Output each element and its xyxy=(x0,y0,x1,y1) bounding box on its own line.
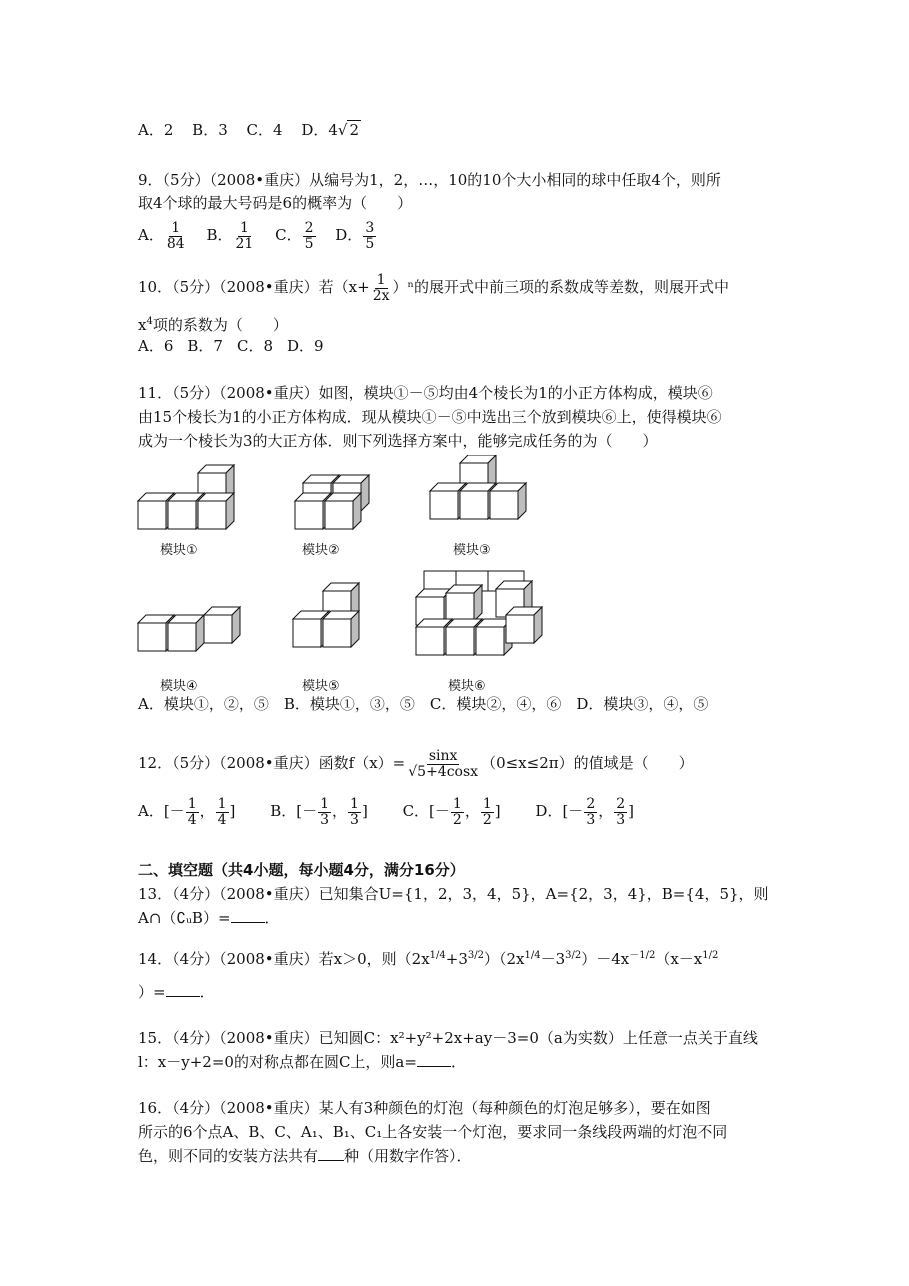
module-2 xyxy=(295,475,369,529)
q11-line1: 11．（5分）（2008•重庆）如图，模块①－⑤均由4个棱长为1的小正方体构成，模块⑥ xyxy=(138,384,713,402)
q8-option-d: D．4√ 2 xyxy=(301,121,360,139)
caption-module-4: 模块④ xyxy=(160,679,198,694)
q9-option-c: C． $\frac{2}{5}$ xyxy=(275,219,314,252)
section-heading: 二、填空题（共4小题，每小题4分，满分16分） xyxy=(138,861,465,879)
caption-module-1: 模块① xyxy=(160,543,198,558)
q10-line1: 10．（5分）（2008•重庆）若（x+ $\frac{1}{2x}$ ）ⁿ的展开式中前三项的系数成等差数，则展开式中 xyxy=(138,271,729,304)
q9-option-a: A． $\frac{1}{84}$ xyxy=(138,219,185,252)
q16-line2: 所示的6个点A、B、C、A₁、B₁、C₁上各安装一个灯泡，要求同一条线段两端的灯泡不同 xyxy=(138,1123,728,1141)
q9-line2: 取4个球的最大号码是6的概率为（ ） xyxy=(138,194,413,212)
q14-line2: ）= ． xyxy=(138,983,215,1001)
q16-blank xyxy=(318,1146,344,1161)
q14-blank xyxy=(166,982,200,997)
q12-options xyxy=(138,793,648,829)
caption-module-3: 模块③ xyxy=(453,543,491,558)
q11-options: A．模块①，②，⑤ B．模块①，③，⑤ C．模块②，④，⑥ D．模块③，④，⑤ xyxy=(138,695,709,713)
q8-options xyxy=(138,120,361,140)
module-1 xyxy=(138,465,234,529)
q8-sqrt-value: 2 xyxy=(349,121,360,139)
q11-line2: 由15个棱长为1的小正方体构成．现从模块①－⑤中选出三个放到模块⑥上，使得模块⑥ xyxy=(138,408,722,426)
module-6 xyxy=(416,571,542,655)
q13-line2: A∩（∁ᵤB）= ． xyxy=(138,909,280,927)
q12-option-c: C．[－ $\frac{1}{2}$ ， $\frac{1}{2}$ ] xyxy=(402,795,501,828)
module-3 xyxy=(430,455,526,519)
q9-option-d: D． $\frac{3}{5}$ xyxy=(335,219,375,252)
q8-option-b: B．3 xyxy=(192,121,228,139)
q15-blank xyxy=(417,1052,451,1067)
q12-option-d: D．[－ $\frac{2}{3}$ ， $\frac{2}{3}$ ] xyxy=(535,795,635,828)
q12-option-a: A．[－ $\frac{1}{4}$ ， $\frac{1}{4}$ ] xyxy=(138,795,236,828)
q11-line3: 成为一个棱长为3的大正方体．则下列选择方案中，能够完成任务的为（ ） xyxy=(138,432,658,450)
q12-fraction: $\frac{\sin x}{√5+4\cos x}$ xyxy=(408,747,479,780)
q16-line3: 色，则不同的安装方法共有 种（用数字作答）． xyxy=(138,1147,472,1165)
q10-fraction: $\frac{1}{2x}$ xyxy=(372,271,390,304)
q9-option-b: B． $\frac{1}{21}$ xyxy=(206,219,254,252)
caption-module-2: 模块② xyxy=(302,543,340,558)
q9-options xyxy=(138,218,391,252)
q13-line1: 13．（4分）（2008•重庆）已知集合U={1，2，3，4，5}，A={2，3，4}，B={4，5}，则 xyxy=(138,885,769,903)
q10-line2: $x^4$项的系数为（ ） xyxy=(138,316,288,334)
q15-line1: 15．（4分）（2008•重庆）已知圆C：x²+y²+2x+ay－3=0（a为实数）上任意一点关于直线 xyxy=(138,1029,758,1047)
module-4 xyxy=(138,607,240,651)
q13-blank xyxy=(231,908,265,923)
q9-line1: 9．（5分）（2008•重庆）从编号为1，2，…，10的10个大小相同的球中任取4个，则所 xyxy=(138,171,721,189)
q14-line1: 14．（4分）（2008•重庆）若x＞0，则$(2x^{1/4}+3^{3/2})(2x^{1/4}-3^{3/2})-4x^{-1/2}(x-x^{1/2}$ xyxy=(138,950,719,968)
q15-line2: l：x－y+2=0的对称点都在圆C上，则a= ． xyxy=(138,1053,466,1071)
q10-options: A．6 B．7 C．8 D．9 xyxy=(138,337,324,355)
q8-option-c: C．4 xyxy=(246,121,283,139)
module-5 xyxy=(293,583,359,647)
caption-module-6: 模块⑥ xyxy=(448,679,486,694)
cube-figure xyxy=(130,455,550,700)
q12-line1: 12．（5分）（2008•重庆）函数f（x）= $\frac{\sin x}{√5+4\cos x}$ （0≤x≤2π）的值域是（ ） xyxy=(138,747,694,780)
q12-option-b: B．[－ $\frac{1}{3}$ ， $\frac{1}{3}$ ] xyxy=(270,795,368,828)
q16-line1: 16．（4分）（2008•重庆）某人有3种颜色的灯泡（每种颜色的灯泡足够多），要在如图 xyxy=(138,1099,711,1117)
caption-module-5: 模块⑤ xyxy=(302,679,340,694)
q8-option-a: A．2 xyxy=(138,121,174,139)
